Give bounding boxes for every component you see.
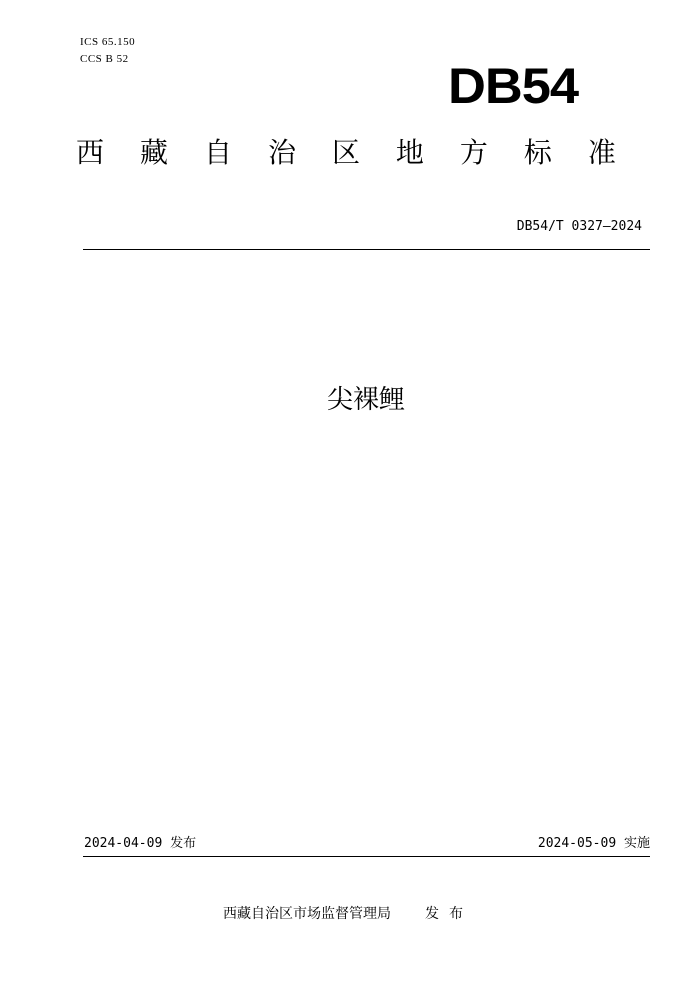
standard-number: DB54/T 0327—2024 [516, 219, 642, 234]
standard-type-char: 方 [459, 136, 488, 169]
publish-date-label: 发布 [170, 836, 197, 851]
publish-date [84, 835, 196, 853]
document-title: 尖裸鲤 [326, 385, 405, 415]
header-divider [83, 249, 650, 250]
db54-logo: DB54 [448, 58, 579, 114]
issuing-authority [223, 904, 473, 924]
standard-type-char: 藏 [139, 136, 168, 169]
implement-date-label: 实施 [623, 836, 650, 851]
standard-type-char: 治 [267, 136, 296, 169]
standard-type-char: 西 [76, 136, 105, 169]
standard-type-char: 地 [395, 136, 424, 169]
implement-date [538, 835, 650, 853]
standard-type-char: 自 [203, 136, 232, 169]
publish-date-value: 2024-04-09 [84, 836, 163, 851]
classification-codes [80, 34, 135, 68]
ccs-code: CCS B 52 [80, 53, 129, 65]
standard-type-heading [76, 134, 616, 172]
issuer-action: 发布 [425, 906, 473, 922]
implement-date-value: 2024-05-09 [537, 836, 617, 851]
standard-type-char: 标 [523, 136, 552, 169]
standard-type-char: 区 [331, 136, 360, 169]
standard-type-char: 准 [587, 136, 616, 169]
footer-divider [83, 856, 650, 857]
ics-code: ICS 65.150 [80, 36, 136, 48]
issuer-name: 西藏自治区市场监督管理局 [223, 906, 391, 922]
